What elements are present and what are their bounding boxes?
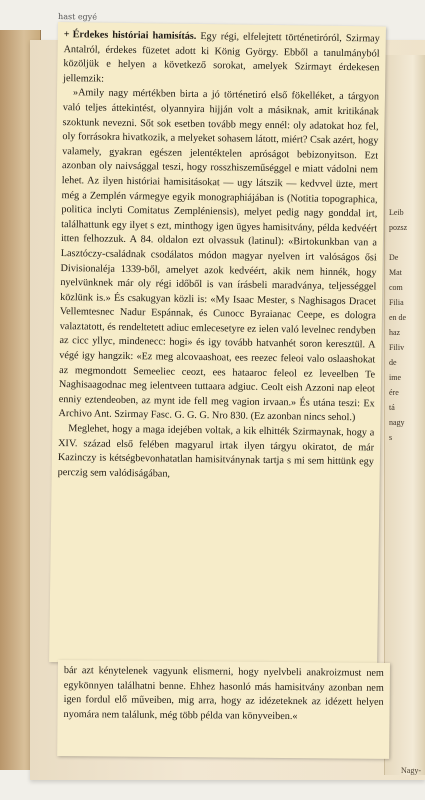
book-footer-text: Nagy-: [401, 766, 421, 775]
book-margin-word: Filiv: [389, 343, 405, 352]
book-margin-word: De: [389, 253, 399, 262]
article-body: [58, 28, 380, 485]
article-paragraph-3: Meglehet, hogy a maga idejében voltak, a kik elhitték Szirmaynak, hogy a XIV. század első felében magyarul irtak ilyen tárgyu okiratot, de már Kazinczy is kétségbevonhatatlan hamisitványnak tartja s mi sem hittünk egy perczig sem valódiságában,: [57, 423, 375, 480]
book-margin-word: en de: [389, 313, 407, 322]
article-headline: Érdekes históriai hamisítás.: [72, 29, 197, 42]
book-margin-word: ére: [389, 388, 399, 397]
book-margin-word: haz: [389, 328, 401, 337]
book-margin-word: Mat: [389, 268, 402, 277]
book-margin-word: pozsz: [389, 223, 408, 232]
book-margin-word: Filia: [389, 298, 404, 307]
book-margin-word: s: [389, 433, 393, 442]
newspaper-clipping-continuation: [57, 660, 390, 759]
newspaper-clipping: [49, 12, 386, 667]
article-continuation: [63, 664, 383, 725]
article-intro: [63, 28, 380, 91]
article-paragraph-4: bár azt kénytelenek vagyunk elismerni, hogy nyelvbeli anakroizmust nem egykönnyen találhatni benne. Ehhez hasonló más hamisitvány azonban nem igen fordul elő műveiben, mig arra, hogy az idézeteknek az idézett helyen nyomára nem találunk, még több példa van könyveiben.«: [63, 665, 384, 722]
clipped-header-fragment: hast egyé: [58, 12, 98, 22]
book-margin-word: de: [389, 358, 397, 367]
article-paragraph-1: Egy régi, elfelejtett történetiróról, Szirmay Antalról, érdekes füzetet adott ki König György. Ebből a tanulmányból közöljük e helyen a következő sorokat, amelyek Szirmayt érdekesen jellemzik:: [63, 30, 380, 85]
book-margin-word: [389, 235, 423, 250]
book-margin-word: com: [389, 283, 403, 292]
article-paragraph-2: »Amily nagy mértékben birta a jó történetiró első fökelléket, a tárgyon való teljes áttekintést, olyannyira hijján volt a másiknak, amit kritikának szoktunk nevezni. Sőt sok esetben tovább megy ennél: oly adatokat hoz fel, oly forrásokra hivatkozik, a melyeket sohasem látott, miért? Csak azért, hogy valamely, gyakran egészen jelentéktelen apróságot bebizonyitson. Ezt azonban oly naivsággal teszi, hogy rosszhiszeműséggel e miatt vádolni nem lehet. Az ilyen históriai hamisitásokat — ugy látszik — kedvvel üzte, mert még a Zemplén vármegye egyik monographiájában is (Notitia topographica, politica inclyti Comitatus Zempléniensis), melyet pedig nagy gonddal irt, találhattunk egy ilyet s ezt, minthogy igen ügyes hamisitvány, példa kedvéért itten felhozzuk. A 84. oldalon ezt olvassuk (latinul): «Birtokunkban van a Lasztóczy-családnak csodálatos módon magyar nyelven irt valóságos ősi Divisionaléja 1339-ből, amelyet azok kedvéért, akik nem hinnék, hogy nyelvünknek már oly régi időből is van írásbeli maradványa, teljességgel közlünk is.» És csakugyan közli is: «My Isaac Mester, s Naghisagos Dracet Vellemtesnec Nadur Espánnak, és Cunocc Byraianac Ceepe, es dologra valaztatott, és rendeltetett adiuc emlecesetyre ez ielen való levelnec rendyben az cicc yllyc, mindenecc: hogi» és igy tovább hatvanhét soron keresztül. A végé igy hangzik: «Ez meg alcovaashoat, ees reezec feleoi valo oslaashokat az megmondott Semeeliec ceozt, ees hataaroc feleol ez leveelben Te Naghisaagodnac meg ielentveen tuttaara adgiuc. Ceolt eish Azzoni nap eleot enniy eztendeoben, az mynt ide fell meg vagion irvaan.» És utána teszi: Ex Archivo Ant. Szirmay Fasc. G. G. G. Nro 830. (Ez azonban nincs sehol.): [58, 87, 380, 424]
book-margin-word: nagy: [389, 418, 405, 427]
article-marker: +: [63, 29, 70, 41]
book-margin-word: Leib: [389, 208, 404, 217]
book-right-page: [384, 55, 425, 775]
book-margin-word: ime: [389, 373, 401, 382]
book-margin-word: tá: [389, 403, 395, 412]
book-margin-text: [389, 205, 423, 445]
